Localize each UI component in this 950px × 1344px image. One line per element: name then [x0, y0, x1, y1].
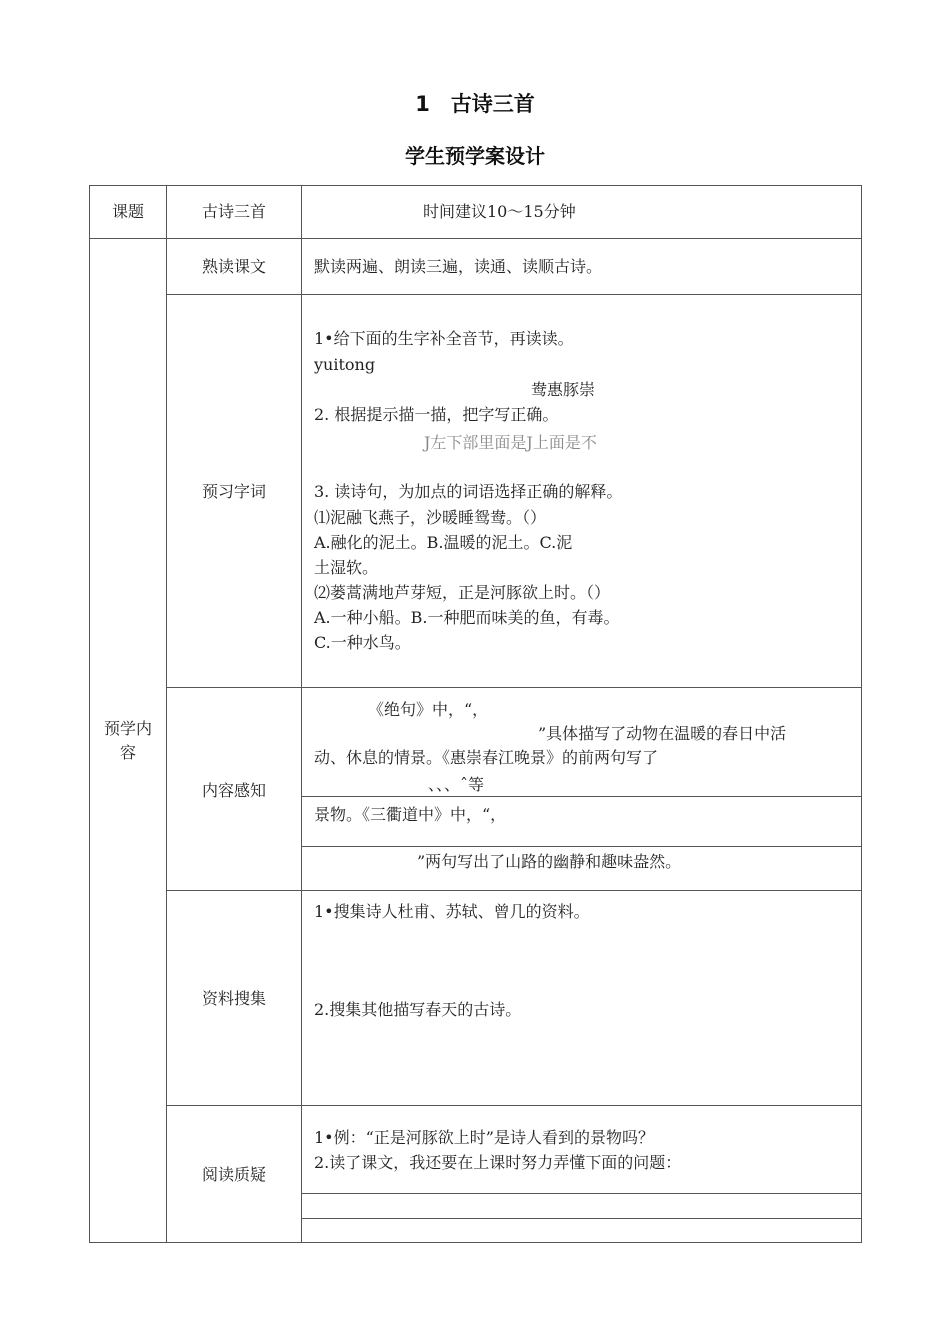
content-line: ”具体描写了动物在温暖的春日中活: [538, 724, 787, 743]
content-line: 、、、ˆ等: [428, 775, 485, 794]
preview-line: A.融化的泥土。B.温暖的泥土。C.泥: [314, 533, 573, 552]
content-line: 景物。《三衢道中》中，“，: [314, 805, 507, 824]
question-line: 2.读了课文，我还要在上课时努力弄懂下面的问题：: [314, 1153, 682, 1172]
content-line: 动、休息的情景。《惠崇春江晚景》的前两句写了: [314, 748, 659, 767]
row-content-read: 默读两遍、朗读三遍，读通、读顺古诗。: [314, 257, 603, 276]
collect-line: 1•搜集诗人杜甫、苏轼、曾几的资料。: [314, 902, 590, 921]
row-label-content: 内容感知: [201, 781, 266, 800]
row-label-preview: 预习字词: [201, 482, 266, 501]
preview-line: C.一种水鸟。: [314, 633, 411, 652]
preview-line: ⑵蒌蒿满地芦芽短，正是河豚欲上时。（）: [314, 583, 611, 602]
page-subtitle: 学生预学案设计: [405, 144, 545, 168]
collect-line: 2.搜集其他描写春天的古诗。: [314, 1000, 522, 1019]
side-label-line2: 容: [119, 743, 136, 762]
preview-line: 土湿软。: [314, 558, 379, 577]
question-line: 1•例：“正是河豚欲上时”是诗人看到的景物吗？: [314, 1128, 654, 1147]
page-title: 1 古诗三首: [415, 92, 535, 116]
content-line: 《绝句》中，“，: [368, 700, 489, 719]
content-line: ”两句写出了山路的幽静和趣味盎然。: [417, 852, 682, 871]
preview-line: A.一种小船。B.一种肥而味美的鱼，有毒。: [314, 608, 620, 627]
row-label-collect: 资料搜集: [201, 989, 266, 1008]
header-topic-value: 古诗三首: [201, 202, 266, 221]
preview-line: 3. 读诗句，为加点的词语选择正确的解释。: [314, 482, 623, 501]
row-label-read: 熟读课文: [201, 257, 266, 276]
preview-hint-line: J左下部里面是J上面是不: [424, 433, 597, 452]
header-topic-label: 课题: [111, 202, 144, 221]
preview-line: 1•给下面的生字补全音节，再读读。: [314, 329, 574, 348]
side-label-line1: 预学内: [103, 719, 152, 738]
preview-line: yuitong: [314, 355, 376, 374]
row-label-question: 阅读质疑: [201, 1165, 266, 1184]
preview-line: 2. 根据提示描一描，把字写正确。: [314, 405, 559, 424]
preview-line: 鸯惠豚崇: [531, 380, 596, 399]
header-time-suggestion: 时间建议10〜15分钟: [423, 202, 576, 221]
preview-line: ⑴泥融飞燕子，沙暖睡鸳鸯。（）: [314, 508, 547, 527]
